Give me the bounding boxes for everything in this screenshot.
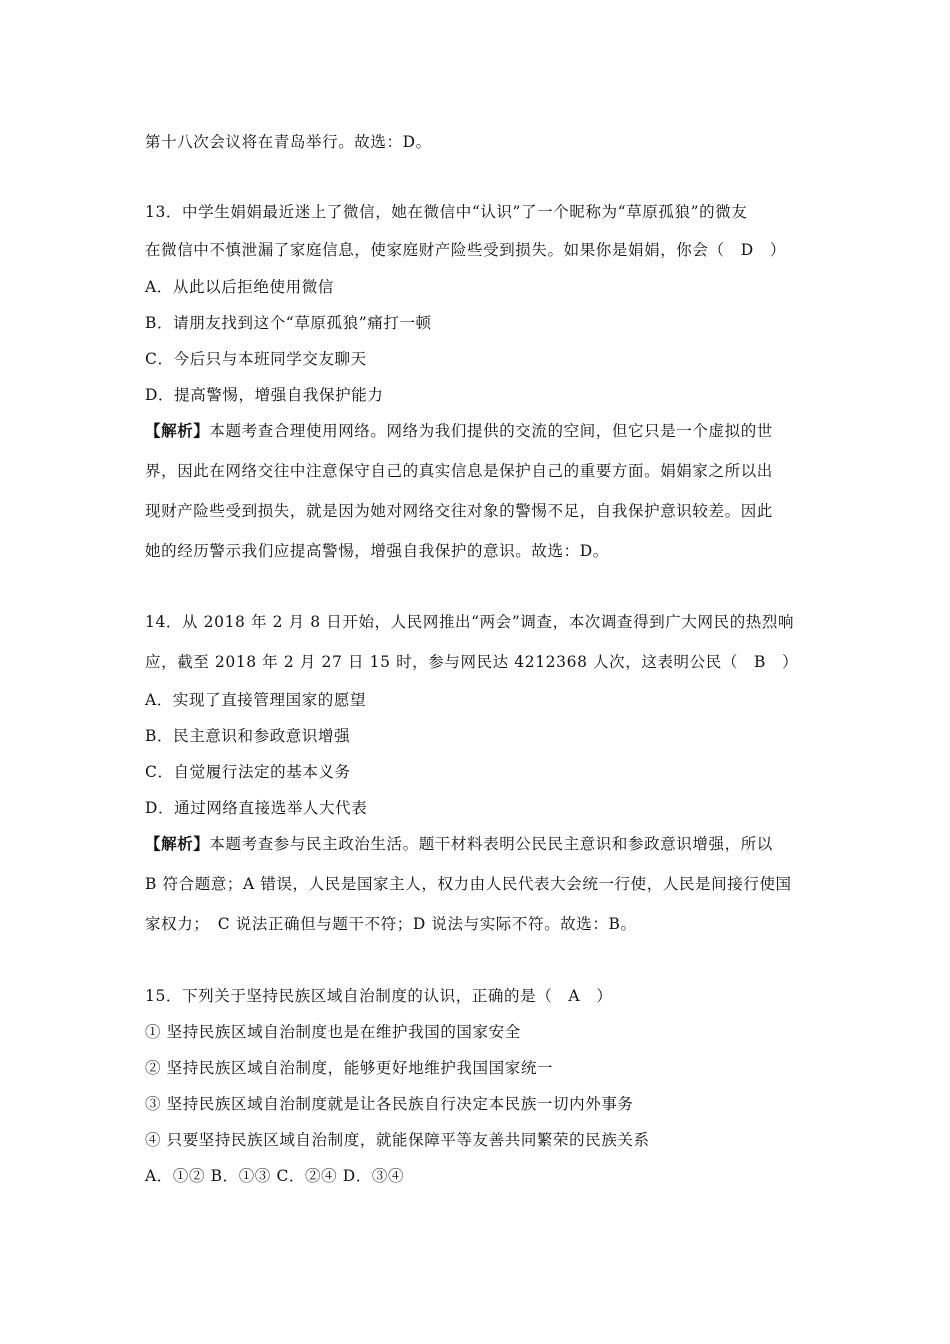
q13-analysis-line4: 她的经历警示我们应提高警惕，增强自我保护的意识。故选：D。 <box>145 542 609 560</box>
q13-option-b: B．请朋友找到这个“草原孤狼”痛打一顿 <box>145 314 432 332</box>
q15-statement-1: ① 坚持民族区域自治制度也是在维护我国的国家安全 <box>145 1023 521 1041</box>
q14-analysis-line3: 家权力； C 说法正确但与题干不符；D 说法与实际不符。故选：B。 <box>145 915 637 933</box>
q14-option-c: C．自觉履行法定的基本义务 <box>145 763 351 781</box>
q14-option-a: A．实现了直接管理国家的愿望 <box>145 691 367 709</box>
q13-option-d: D．提高警惕，增强自我保护能力 <box>145 386 384 404</box>
q15-statement-3: ③ 坚持民族区域自治制度就是让各民族自行决定本民族一切内外事务 <box>145 1095 634 1113</box>
q13-analysis-line2: 界，因此在网络交往中注意保守自己的真实信息是保护自己的重要方面。娟娟家之所以出 <box>145 462 773 480</box>
q13-analysis-line3: 现财产险些受到损失，就是因为她对网络交往对象的警惕不足，自我保护意识较差。因此 <box>145 502 773 520</box>
q13-analysis-text1: 本题考查合理使用网络。网络为我们提供的交流的空间，但它只是一个虚拟的世 <box>209 422 773 440</box>
q14-analysis-line2: B 符合题意；A 错误，人民是国家主人，权力由人民代表大会统一行使，人民是间接行使国 <box>145 875 792 893</box>
q13-stem-line1: 13．中学生娟娟最近迷上了微信，她在微信中“认识”了一个昵称为“草原孤狼”的微友 <box>145 203 748 221</box>
q13-option-a: A．从此以后拒绝使用微信 <box>145 278 334 296</box>
q14-analysis-tag: 【解析】 <box>145 834 210 853</box>
q15-statement-4: ④ 只要坚持民族区域自治制度，就能保障平等友善共同繁荣的民族关系 <box>145 1131 650 1149</box>
q15-statement-2: ② 坚持民族区域自治制度，能够更好地维护我国国家统一 <box>145 1059 554 1077</box>
q15-stem: 15．下列关于坚持民族区域自治制度的认识，正确的是（ A ） <box>145 987 613 1005</box>
q15-choices: A．①② B．①③ C．②④ D．③④ <box>145 1167 405 1185</box>
q13-option-c: C．今后只与本班同学交友聊天 <box>145 350 367 368</box>
q13-analysis-tag: 【解析】 <box>145 421 210 440</box>
q13-stem-line2: 在微信中不慎泄漏了家庭信息，使家庭财产险些受到损失。如果你是娟娟，你会（ D ） <box>145 241 786 259</box>
q14-analysis-text1: 本题考查参与民主政治生活。题干材料表明公民民主意识和参政意识增强，所以 <box>209 835 773 853</box>
q14-option-b: B．民主意识和参政意识增强 <box>145 727 351 745</box>
q13-analysis-line1 <box>145 419 815 441</box>
q14-stem-line2: 应，截至 2018 年 2 月 27 日 15 时，参与网民达 4212368 人次，这表明公民（ B ） <box>145 653 799 671</box>
q14-option-d: D．通过网络直接选举人大代表 <box>145 799 368 817</box>
q14-analysis-line1 <box>145 832 815 854</box>
q14-stem-line1: 14．从 2018 年 2 月 8 日开始，人民网推出“两会”调查，本次调查得到广大网民的热烈响 <box>145 613 795 631</box>
intro-text: 第十八次会议将在青岛举行。故选：D。 <box>145 133 432 151</box>
